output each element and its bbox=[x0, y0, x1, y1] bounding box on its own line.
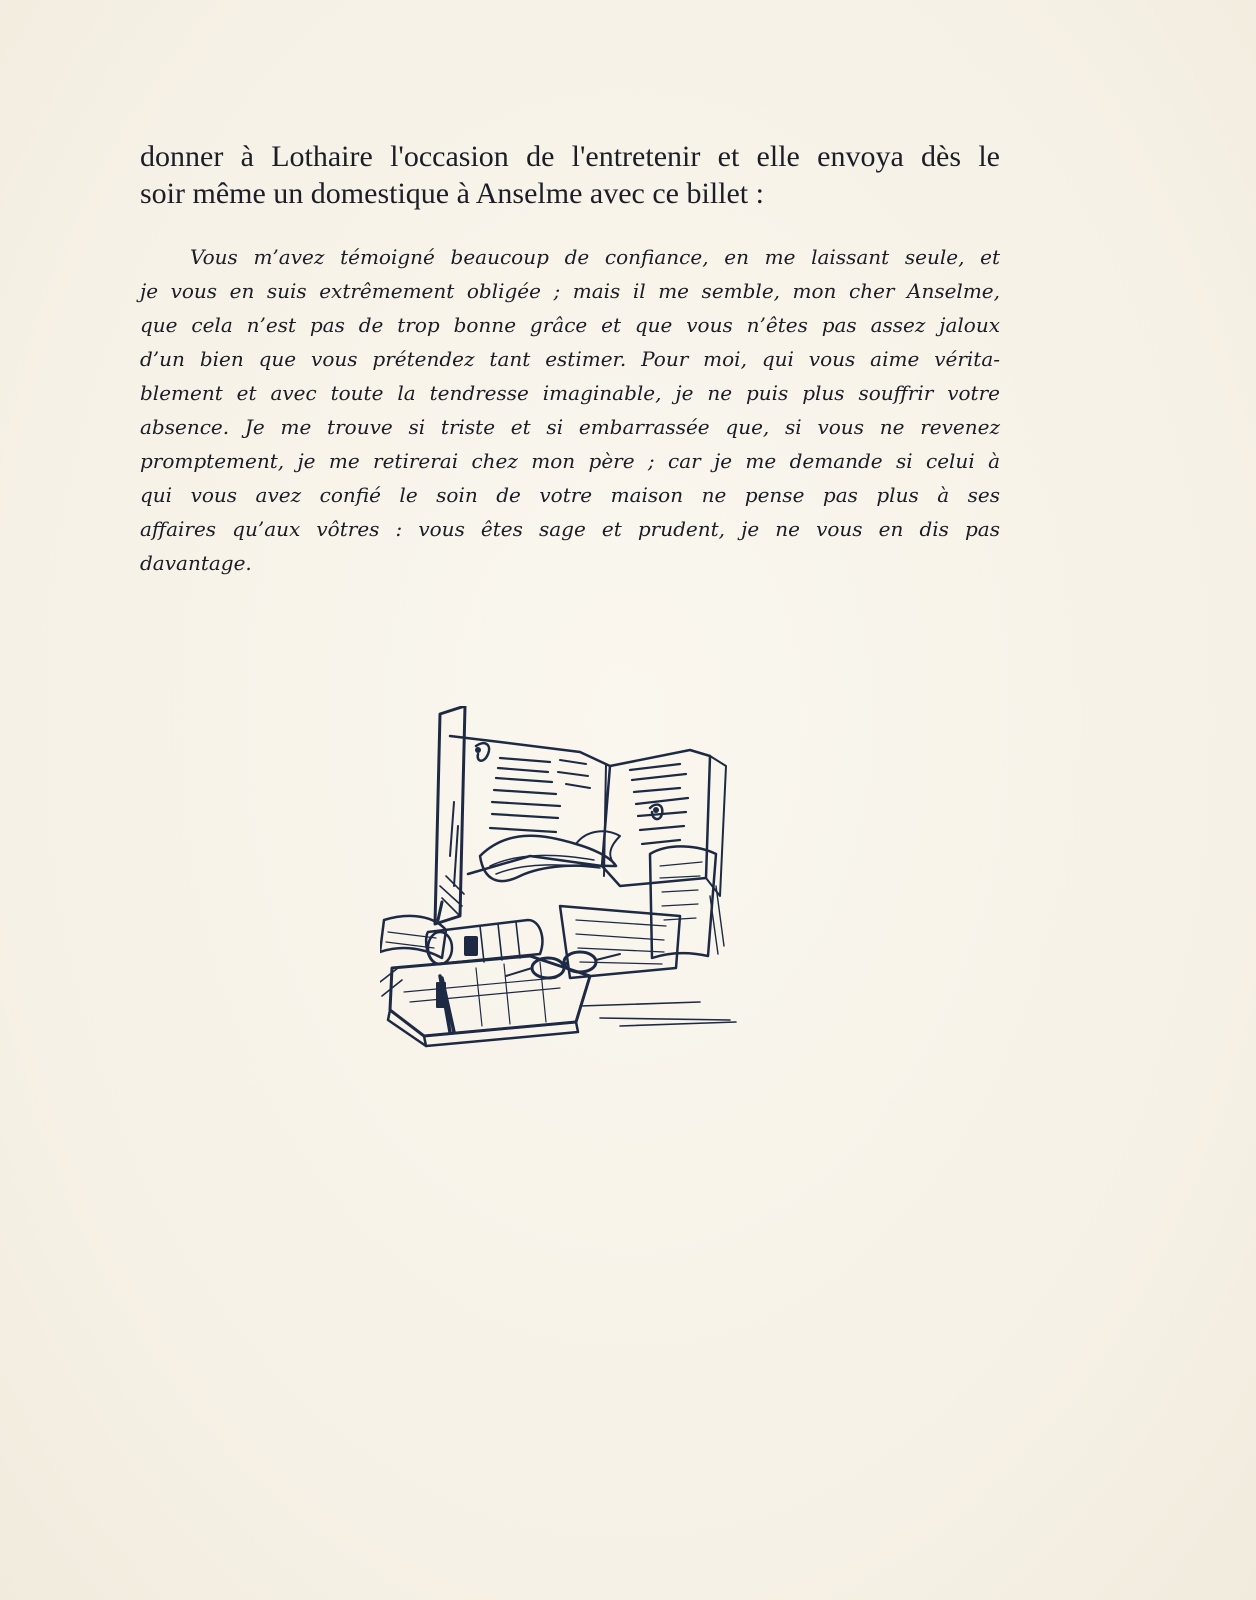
opening-line: soir même un domestique à Anselme avec ce billet : bbox=[140, 177, 764, 210]
letter-line: d’un bien que vous prétendez tant estimer. Pour moi, qui vous aime vérita- bbox=[140, 347, 1000, 371]
letter-line: Vous m’avez témoigné beaucoup de confiance, en me laissant seule, et bbox=[190, 245, 1000, 269]
letter-line: davantage. bbox=[140, 551, 252, 575]
books-illustration bbox=[380, 706, 760, 1054]
books-engraving-image bbox=[380, 706, 760, 1054]
text-column bbox=[140, 138, 1000, 580]
opening-paragraph bbox=[140, 138, 1000, 212]
opening-line: donner à Lothaire l'occasion de l'entretenir et elle envoya dès le bbox=[140, 140, 1000, 173]
letter-line: promptement, je me retirerai chez mon père ; car je me demande si celui à bbox=[140, 449, 1000, 473]
letter-paragraph bbox=[140, 240, 1000, 580]
letter-line: affaires qu’aux vôtres : vous êtes sage et prudent, je ne vous en dis pas bbox=[140, 517, 1000, 541]
letter-line: qui vous avez confié le soin de votre maison ne pense pas plus à ses bbox=[140, 483, 1000, 507]
letter-line: absence. Je me trouve si triste et si embarrassée que, si vous ne revenez bbox=[140, 415, 1000, 439]
letter-line: que cela n’est pas de trop bonne grâce et que vous n’êtes pas assez jaloux bbox=[140, 313, 1000, 337]
letter-line: je vous en suis extrêmement obligée ; mais il me semble, mon cher Anselme, bbox=[140, 279, 1000, 303]
letter-line: blement et avec toute la tendresse imaginable, je ne puis plus souffrir votre bbox=[140, 381, 1000, 405]
